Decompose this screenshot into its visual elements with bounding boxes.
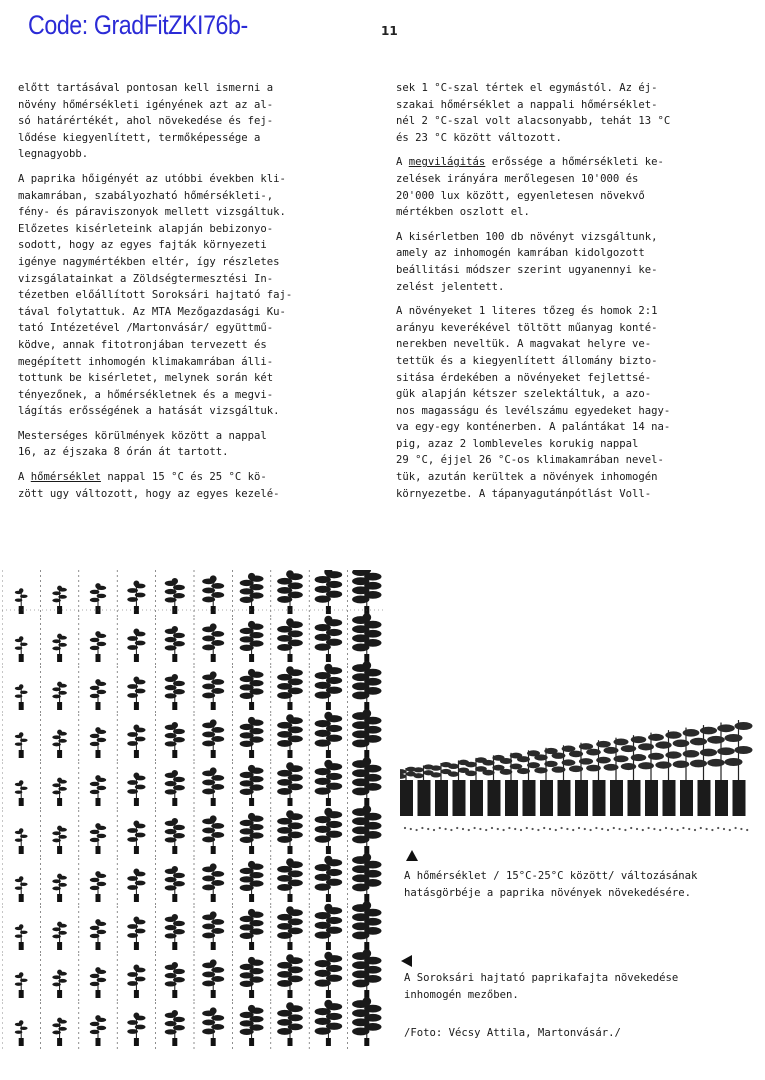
text-line: nél 2 °C-szal volt alacsonyabb, tehát 13 °C (396, 115, 671, 128)
text-line: arányu keverékével töltött műanyag konté- (396, 321, 658, 334)
text-line: és 23 °C között változott. (396, 131, 562, 144)
text-line: 29 °C, éjjel 26 °C-os klimakamrában nevel- (396, 454, 664, 467)
text-fragment: erőssége a hőmérsékleti ke- (485, 156, 664, 169)
photo-credit: /Foto: Vécsy Attila, Martonvásár./ (404, 1027, 621, 1039)
plant-grid-photo (2, 570, 386, 1050)
right-text-column (396, 80, 746, 510)
underlined-term: hőmérséklet (30, 471, 101, 484)
text-fragment: A (396, 156, 409, 169)
paragraph (18, 428, 358, 461)
text-line: sodott, hogy az egyes fajták környezeti (18, 239, 267, 252)
paragraph (18, 469, 358, 502)
paragraph (396, 303, 746, 502)
figure-caption (404, 970, 678, 1004)
paragraph (18, 80, 358, 163)
text-line: zött ugy változott, hogy az egyes kezelé- (18, 487, 280, 500)
text-line: A paprika hőigényét az utóbbi években kli- (18, 172, 286, 185)
text-line: makamrában, szabályozható hőmérsékleti-, (18, 189, 274, 202)
text-line (396, 154, 746, 171)
text-line: lágítás erősségének a hatását vizsgáltuk. (18, 405, 280, 418)
caption-line: hatásgörbéje a paprika növények növekedésére. (404, 887, 692, 899)
text-line: környezetbe. A tápanyagutánpótlást Voll- (396, 487, 652, 500)
text-line: gük alapján kétszer szelektáltuk, a azo- (396, 388, 652, 401)
paragraph (396, 229, 746, 295)
text-line: Előzetes kisérleteink alapján bebizonyo- (18, 222, 274, 235)
text-line: 16, az éjszaka 8 órán át tartott. (18, 446, 229, 459)
text-line: sitása érdekében a növényeket fejlettsé- (396, 371, 652, 384)
arrow-left-icon (401, 955, 412, 967)
text-line: só határértékét, ahol növekedése és fej- (18, 115, 274, 128)
text-line: sek 1 °C-szal tértek el egymástól. Az éj- (396, 82, 658, 94)
text-line: megépített inhomogén klimakamrában álli- (18, 355, 274, 368)
plant-row-photo (400, 700, 755, 845)
text-line: amely az inhomogén kamrában kidolgozott (396, 247, 645, 260)
text-line: tató Intézetével /Martonvásár/ együttmű- (18, 322, 274, 335)
text-line: zelést jelentett. (396, 280, 505, 293)
text-line: növény hőmérsékleti igényének azt az al- (18, 98, 274, 111)
text-line: A növényeket 1 literes tőzeg és homok 2:1 (396, 305, 658, 318)
text-line: igénye nagymértékben eltér, így részletes (18, 255, 280, 268)
underlined-term: megvilágitás (408, 156, 486, 169)
paragraph (396, 154, 746, 220)
figure-caption (404, 868, 697, 902)
text-line: ködve, annak fitotronjában tervezett és (18, 338, 267, 351)
plant-row-image (400, 700, 755, 845)
paragraph (396, 80, 746, 146)
caption-line: A Soroksári hajtató paprikafajta növekedése (404, 972, 679, 984)
text-line: tényezőnek, a hőmérsékletnek és a megvi- (18, 388, 274, 401)
text-line: fény- és páraviszonyok mellett vizsgáltuk. (18, 206, 286, 219)
text-line (18, 469, 358, 486)
text-line: vizsgálatainkat a Zöldségtermesztési In- (18, 272, 274, 285)
text-line: mértékben oszlott el. (396, 206, 530, 219)
text-line: előtt tartásával pontosan kell ismerni a (18, 82, 274, 94)
text-line: lődése kiegyenlített, termőképessége a (18, 131, 261, 144)
text-line: nerekben neveltük. A magvakat helyre ve- (396, 338, 652, 351)
text-line: tával folytattuk. Az MTA Mezőgazdasági Ku- (18, 305, 286, 318)
text-line: tettük és a kiegyenlített állomány bizto- (396, 354, 658, 367)
text-line: nos magasságu és levélszámu egyedeket hagy- (396, 404, 671, 417)
caption-line: A hőmérséklet / 15°C-25°C között/ változásának (404, 870, 698, 882)
text-line: tottunk be kisérletet, melynek során két (18, 372, 274, 385)
arrow-up-icon (406, 850, 418, 861)
text-line: 20'000 lux között, egyenletesen növekvő (396, 189, 645, 202)
page-number: 11 (381, 24, 398, 38)
text-line: legnagyobb. (18, 148, 89, 161)
text-line: va egy-egy konténerben. A palántákat 14 na- (396, 421, 671, 434)
paragraph (18, 171, 358, 420)
text-line: A kisérletben 100 db növényt vizsgáltunk, (396, 230, 658, 243)
text-fragment: A (18, 471, 31, 484)
caption-line: inhomogén mezőben. (404, 989, 519, 1001)
left-text-column (18, 80, 358, 510)
text-line: tük, azután kerültek a növények inhomogén (396, 471, 658, 484)
plant-grid-image (2, 570, 386, 1050)
document-code: Code: GradFitZKI76b- (28, 10, 248, 40)
text-line: beállitási módszer szerint ugyanennyi ke- (396, 263, 658, 276)
text-line: Mesterséges körülmények között a nappal (18, 429, 267, 442)
text-line: pig, azaz 2 lombleveles korukig nappal (396, 437, 639, 450)
text-line: szakai hőmérséklet a nappali hőmérséklet- (396, 98, 658, 111)
text-line: zelések irányára merőlegesen 10'000 és (396, 172, 639, 185)
text-fragment: nappal 15 °C és 25 °C kö- (100, 471, 267, 484)
text-line: tézetben előállított Soroksári hajtató faj- (18, 289, 293, 302)
